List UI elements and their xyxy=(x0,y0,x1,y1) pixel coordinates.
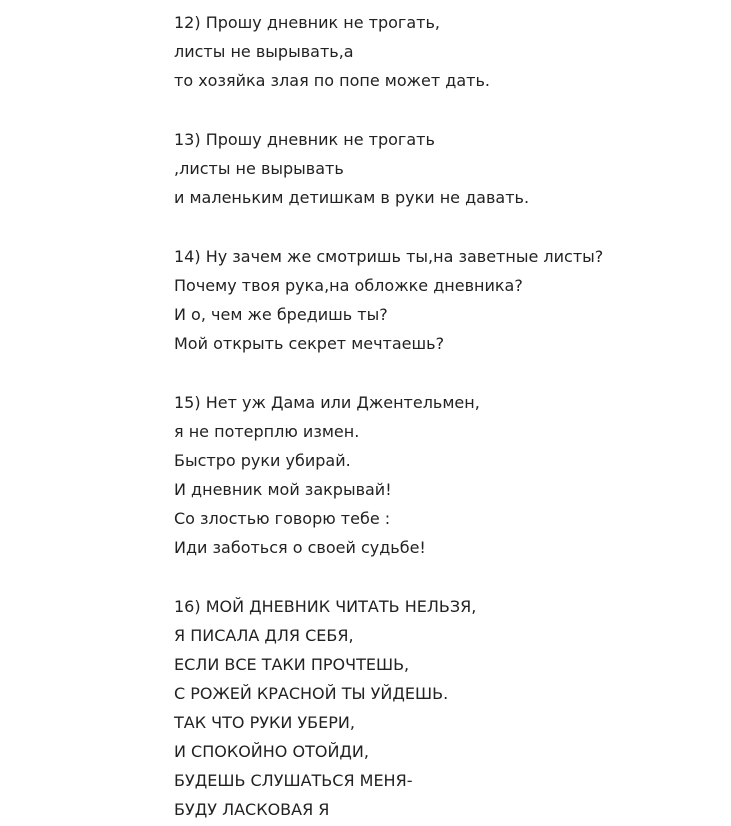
poem-line: И СПОКОЙНО ОТОЙДИ, xyxy=(174,742,369,761)
stanza-16 xyxy=(174,592,714,824)
poem-line: Иди заботься о своей судьбе! xyxy=(174,538,426,557)
poem-line: Почему твоя рука,на обложке дневника? xyxy=(174,276,523,295)
poem-line: листы не вырывать,а xyxy=(174,42,354,61)
poem-line: БУДЕШЬ СЛУШАТЬСЯ МЕНЯ- xyxy=(174,771,413,790)
poem-line: 16) МОЙ ДНЕВНИК ЧИТАТЬ НЕЛЬЗЯ, xyxy=(174,597,477,616)
poem-line: ,листы не вырывать xyxy=(174,159,344,178)
poem-line: Со злостью говорю тебе : xyxy=(174,509,391,528)
poem-line: С РОЖЕЙ КРАСНОЙ ТЫ УЙДЕШЬ. xyxy=(174,684,449,703)
poem-line: Быстро руки убирай. xyxy=(174,451,351,470)
poem-line: 13) Прошу дневник не трогать xyxy=(174,130,435,149)
poem-line: и маленьким детишкам в руки не давать. xyxy=(174,188,530,207)
poem-line: И о, чем же бредишь ты? xyxy=(174,305,388,324)
poem-line: БУДУ ЛАСКОВАЯ Я xyxy=(174,800,330,819)
poem-line: я не потерплю измен. xyxy=(174,422,360,441)
stanza-13 xyxy=(174,125,714,212)
poem-line: Мой открыть секрет мечтаешь? xyxy=(174,334,445,353)
poem-line: 12) Прошу дневник не трогать, xyxy=(174,13,440,32)
poem-line: Я ПИСАЛА ДЛЯ СЕБЯ, xyxy=(174,626,354,645)
poem-line: ЕСЛИ ВСЕ ТАКИ ПРОЧТЕШЬ, xyxy=(174,655,410,674)
poem-line: 14) Ну зачем же смотришь ты,на заветные листы? xyxy=(174,247,604,266)
stanza-15 xyxy=(174,388,714,562)
poem-line: ТАК ЧТО РУКИ УБЕРИ, xyxy=(174,713,355,732)
poem-document xyxy=(174,8,714,824)
poem-line: И дневник мой закрывай! xyxy=(174,480,392,499)
poem-line: 15) Нет уж Дама или Джентельмен, xyxy=(174,393,480,412)
stanza-14 xyxy=(174,242,714,358)
poem-line: то хозяйка злая по попе может дать. xyxy=(174,71,490,90)
stanza-12 xyxy=(174,8,714,95)
